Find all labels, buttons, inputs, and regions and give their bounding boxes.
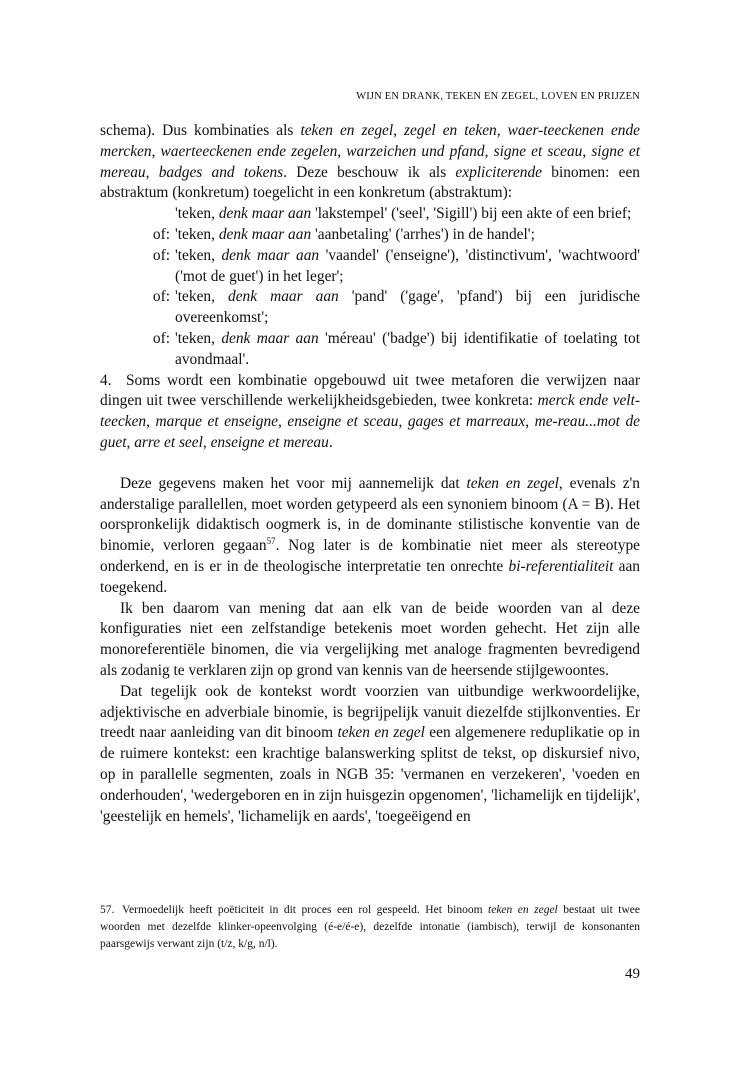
entry-text — [175, 329, 640, 371]
list-item — [100, 287, 640, 329]
text: Deze gegevens maken het voor mij aannemelijk dat — [120, 474, 467, 492]
italic-term: teken en zegel — [488, 904, 558, 916]
italic-term: enseigne et sceau — [287, 413, 399, 431]
italic-term: denk maar aan — [218, 225, 312, 243]
footnote-57 — [100, 902, 640, 953]
entry-lead — [100, 204, 175, 225]
text: , — [496, 122, 508, 139]
text: aan toegekend. — [100, 557, 640, 596]
text: 'teken, — [175, 225, 219, 243]
text: , evenals z'n anderstalige parallellen, moet worden getypeerd als een synoniem binoom (A = B). Het oorspronkelijk didaktisch oogmerk is, in de dominante stilistische konventie van de binomie, verloren gegaan — [100, 474, 640, 555]
italic-term: signe et mereau — [100, 142, 640, 181]
italic-term: denk maar aan — [218, 205, 312, 223]
text: 'teken, — [175, 329, 222, 347]
italic-term: waerteeckenen ende zegelen — [160, 142, 338, 160]
text: 'méreau' ('badge') bij identifikatie of toelating tot avondmaal'. — [175, 329, 640, 368]
paragraph-4 — [100, 682, 640, 828]
text: , — [337, 142, 347, 160]
text: , — [126, 433, 135, 451]
entry-text — [175, 204, 640, 225]
text: , — [525, 413, 535, 431]
italic-term: gages et marreaux — [407, 413, 526, 431]
footnote-ref: 57 — [266, 536, 276, 547]
text: . Deze beschouw ik als — [283, 163, 456, 181]
text: , — [582, 142, 592, 160]
entry-text — [175, 287, 640, 329]
numbered-item-4 — [100, 371, 640, 454]
italic-term: signe et sceau — [493, 142, 583, 160]
text: 'lakstempel' ('seel', 'Sigill') bij een akte of een brief; — [311, 205, 632, 223]
list-item — [100, 204, 640, 225]
text: . — [328, 433, 333, 451]
text: 'teken, — [175, 246, 222, 264]
entry-lead: of: — [152, 225, 170, 243]
italic-term: expliciterende — [455, 163, 543, 181]
text: 'teken, — [175, 205, 219, 223]
list-item — [100, 225, 640, 246]
text: , — [202, 433, 211, 451]
body-text — [100, 121, 640, 827]
text: , — [393, 122, 405, 139]
paragraph-3: Ik ben daarom van mening dat aan elk van de beide woorden van al deze konfiguraties niet een zelfstandige betekenis moet worden gehecht. Het zijn alle monoreferentiële binomen, die via vergelijking met analoge fragmenten bevredigend als zodanig te verklaren zijn op grond van kennis van de heersende stijlgewoontes. — [100, 599, 640, 679]
italic-term: teken en zegel — [337, 724, 425, 742]
text: bestaat uit twee woorden met dezelfde klinker-opeenvolging (é-e/é-e), dezelfde intonatie (iambisch), terwijl de konsonanten paarsgewijs verwant zijn (t/z, k/g, n/l). — [100, 904, 641, 950]
text: , — [146, 413, 156, 431]
italic-term: teken en zegel — [300, 122, 394, 139]
text: binomen: een abstraktum (konkretum) toegelicht in een konkretum (abstraktum): — [100, 163, 640, 202]
text: Dat tegelijk ook de kontekst wordt voorzien van uitbundige werkwoordelijke, adjektivische en adverbiale binomie, is begrijpelijk vanuit diezelfde stijlkonventies. Er treedt naar aanleiding van dit binoom — [100, 682, 640, 742]
text: , — [145, 163, 159, 181]
list-item — [100, 329, 640, 371]
entry-text — [175, 225, 640, 246]
text: , — [151, 142, 161, 160]
entry-text — [175, 246, 640, 288]
text: , — [398, 413, 408, 431]
text: 'aanbetaling' ('arrhes') in de handel'; — [311, 225, 535, 243]
entry-lead: of: — [152, 329, 170, 347]
text: Soms wordt een kombinatie opgebouwd uit twee metaforen die verwijzen naar dingen uit twee verschillende werkelijkheidsgebieden, twee konkreta: — [100, 371, 640, 410]
italic-term: zegel en teken — [404, 122, 497, 139]
footnote-number: 57. — [100, 904, 115, 916]
italic-term: teken en zegel — [466, 474, 559, 492]
text: Vermoedelijk heeft poëticiteit in dit proces een rol gespeeld. Het binoom — [122, 904, 489, 916]
italic-term: merck ende velt-teecken — [100, 392, 640, 431]
italic-term: enseigne et mereau — [210, 433, 329, 451]
paragraph-2 — [100, 474, 640, 599]
italic-term: denk maar aan — [228, 288, 339, 306]
text: 'pand' ('gage', 'pfand') bij een juridische overeenkomst'; — [175, 288, 640, 327]
entry-lead: of: — [152, 246, 170, 264]
text: . Nog later is de kombinatie niet meer als stereotype onderkend, en is er in de theologische interpretatie ten onrechte — [100, 537, 640, 575]
paragraph-1 — [100, 121, 640, 204]
italic-term: denk maar aan — [221, 246, 320, 264]
italic-term: bi-referentialiteit — [508, 557, 614, 575]
page-number: 49 — [625, 966, 640, 982]
text: 'vaandel' ('enseigne'), 'distinctivum', 'wachtwoord' ('mot de guet') in het leger'; — [175, 246, 640, 285]
entry-list — [100, 204, 640, 370]
text: , — [278, 413, 288, 431]
entry-lead: of: — [152, 288, 170, 306]
running-head: WIJN EN DRANK, TEKEN EN ZEGEL, LOVEN EN PRIJZEN — [356, 91, 640, 102]
italic-term: waer-teeckenen ende mercken — [100, 122, 641, 160]
text: 'teken, — [175, 288, 228, 306]
italic-term: marque et enseigne — [155, 413, 278, 431]
text: schema). Dus kombinaties als — [100, 122, 301, 139]
italic-term: badges and tokens — [158, 163, 284, 181]
italic-term: me-reau...mot de guet — [100, 413, 640, 451]
italic-term: warzeichen und pfand — [346, 142, 485, 160]
text: een algemenere reduplikatie op in de ruimere kontekst: een krachtige balanswerking splitst de tekst, op diskursief nivo, op in parallelle segmenten, zoals in NGB 35: 'vermanen en verzekeren', 'voeden en onderhouden', 'wedergeboren en in zijn huisgezin opgenomen', 'lichamelijk en tijdelijk', 'geestelijk en hemels', 'lichamelijk en aards', 'toegeëigend en — [100, 724, 640, 825]
text: , — [484, 142, 494, 160]
italic-term: arre et seel — [134, 433, 203, 451]
item-number: 4. — [100, 371, 112, 389]
italic-term: denk maar aan — [221, 329, 319, 347]
list-item — [100, 246, 640, 288]
